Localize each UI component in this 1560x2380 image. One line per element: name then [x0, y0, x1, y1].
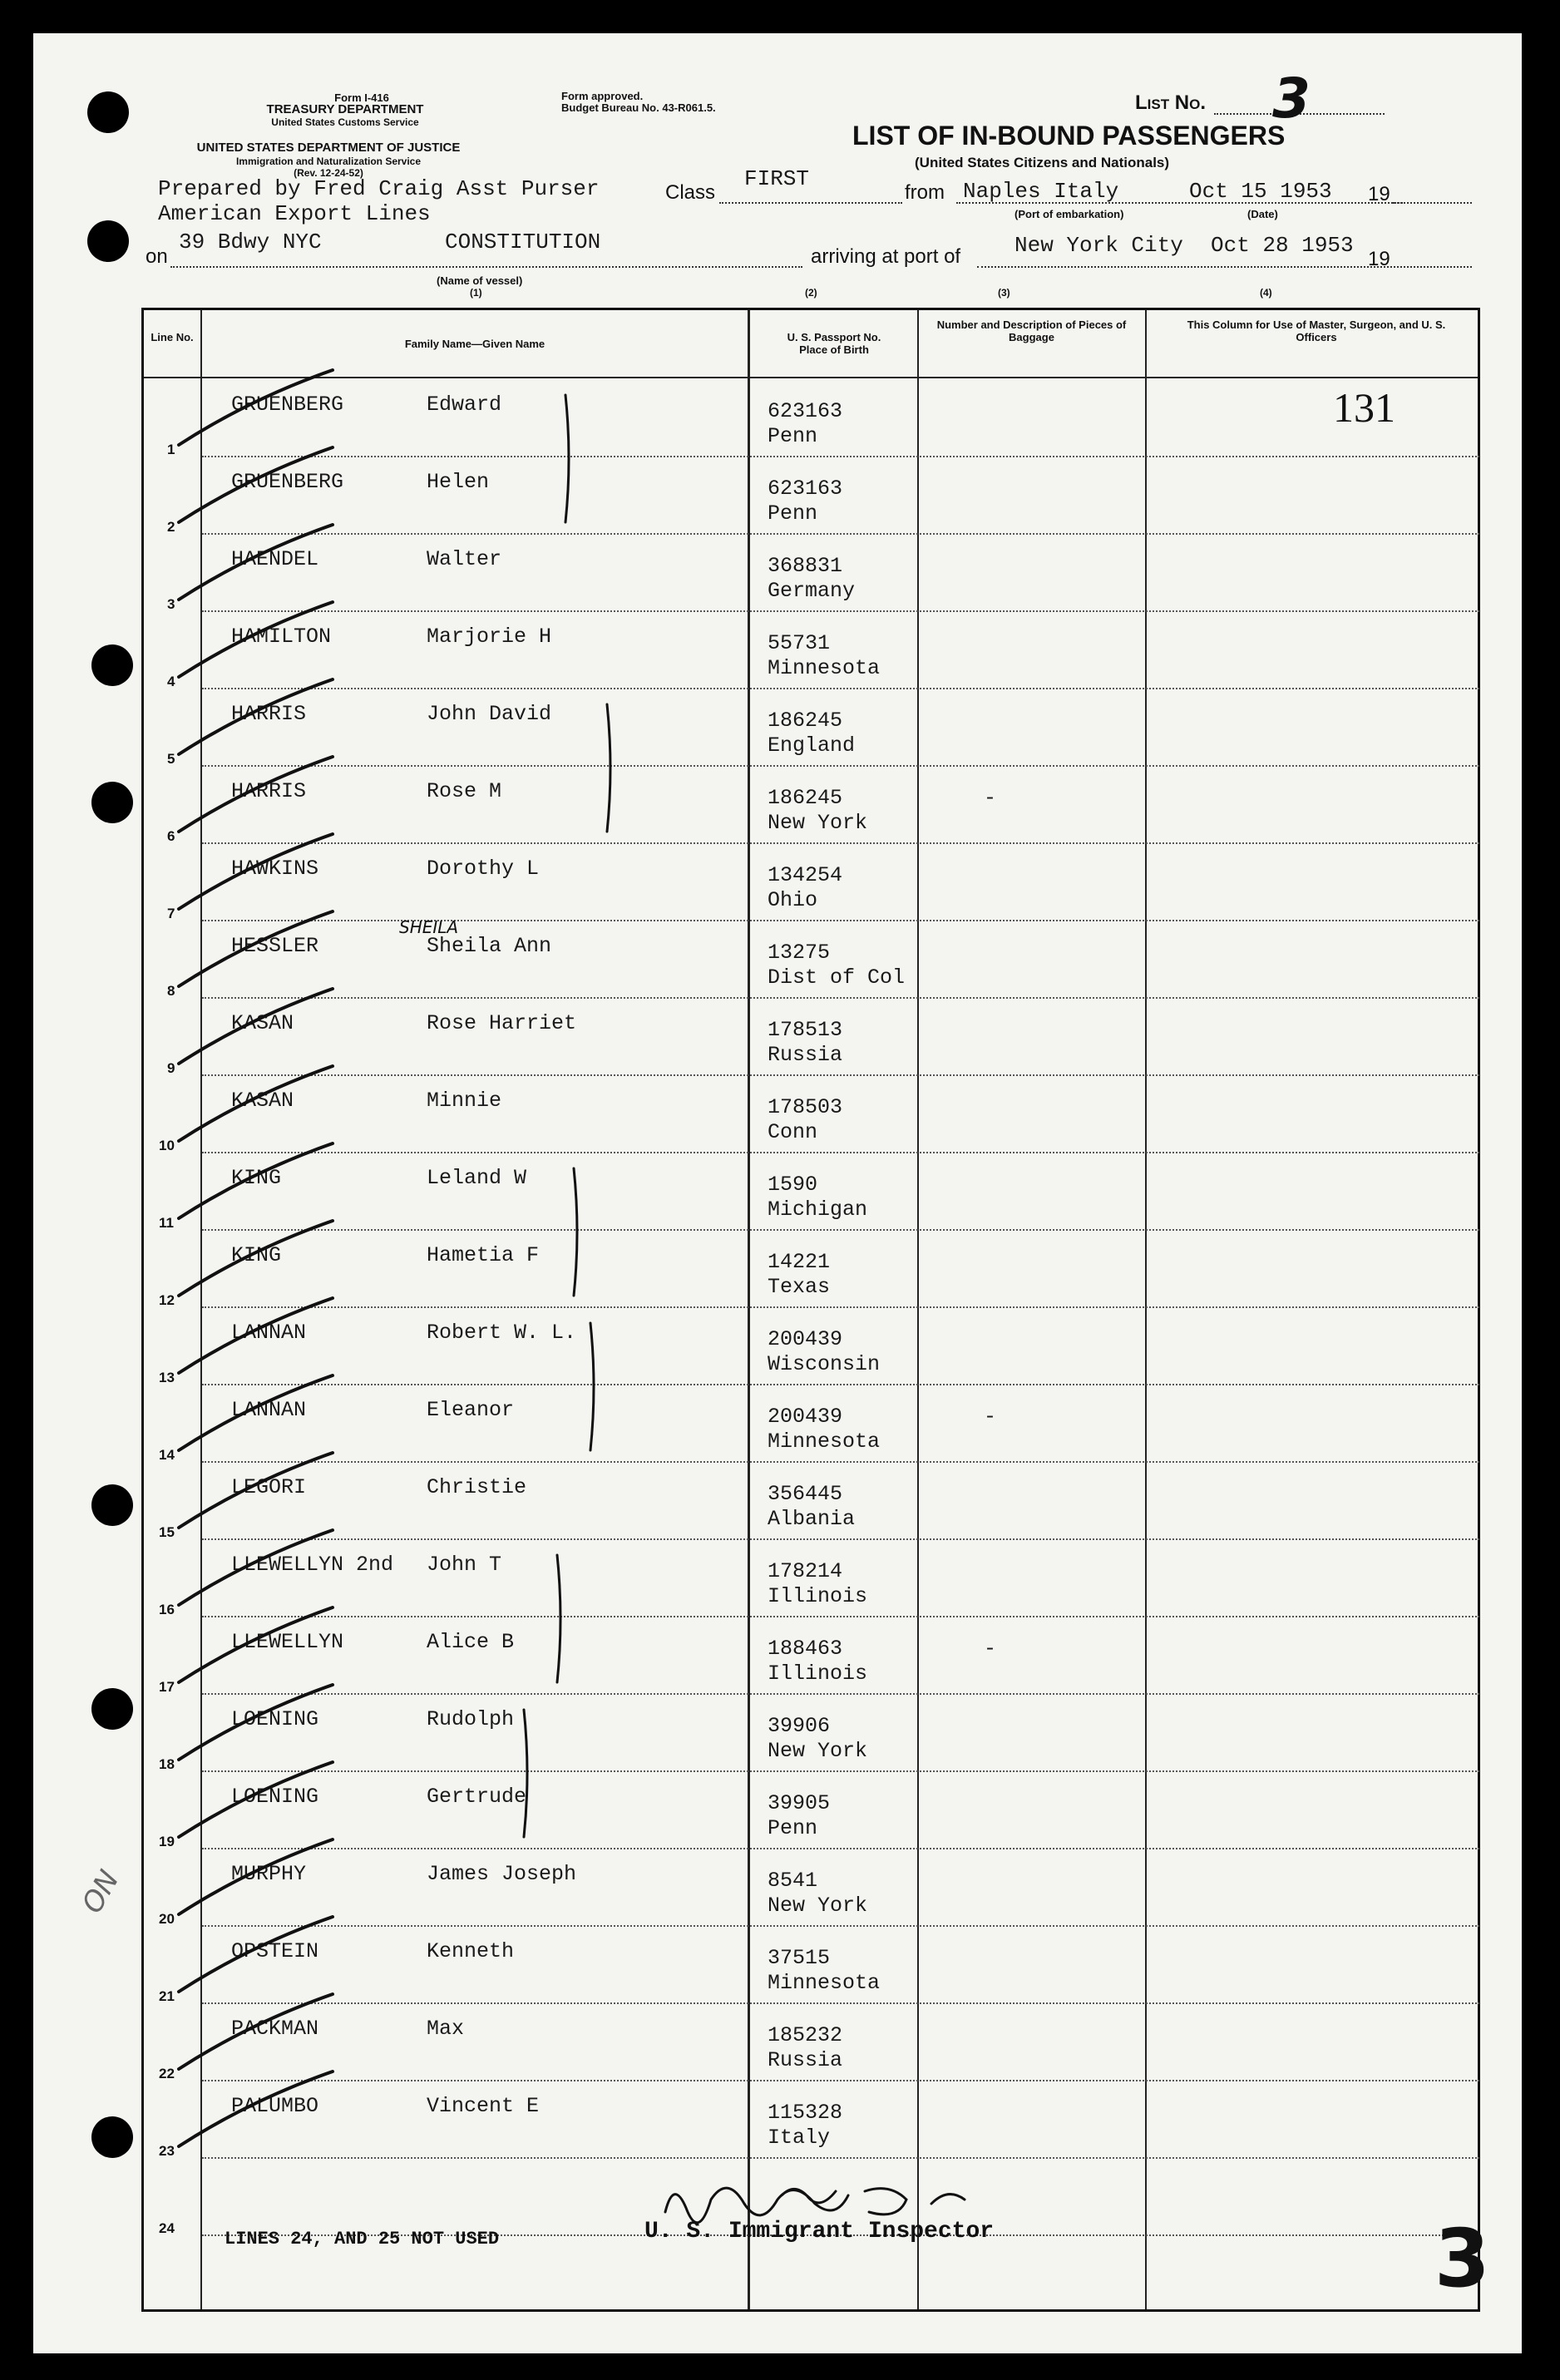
class-label: Class — [665, 181, 716, 204]
passport-number: 37515 — [768, 1946, 831, 1970]
line-number: 5 — [167, 751, 175, 767]
family-name: LEGORI — [231, 1475, 307, 1499]
place-of-birth: New York — [768, 1894, 868, 1918]
place-of-birth: Michigan — [768, 1197, 868, 1222]
given-name: Rudolph — [427, 1707, 515, 1731]
line-number: 6 — [167, 828, 175, 844]
family-name: LOENING — [231, 1707, 319, 1731]
family-name: KING — [231, 1243, 282, 1267]
passport-number: 178503 — [768, 1095, 843, 1119]
given-name: Gertrude — [427, 1785, 527, 1809]
place-of-birth: Russia — [768, 2048, 843, 2072]
col-header-officers: This Column for Use of Master, Surgeon, and U. S. Officers — [1187, 318, 1446, 343]
passport-number: 188463 — [768, 1637, 843, 1661]
ink-marks — [33, 33, 1522, 2353]
place-of-birth: Dist of Col — [768, 965, 906, 990]
given-name: Walter — [427, 547, 502, 571]
passport-number: 55731 — [768, 631, 831, 655]
line-number: 17 — [159, 1679, 175, 1695]
given-name: Eleanor — [427, 1398, 515, 1422]
passport-number: 186245 — [768, 786, 843, 810]
treasury-label: TREASURY DEPARTMENT — [266, 102, 424, 116]
column-number-3: (3) — [998, 287, 1010, 299]
passport-number: 368831 — [768, 554, 843, 578]
col-header-name: Family Name—Given Name — [404, 338, 546, 350]
arrival-date: Oct 28 1953 — [1211, 233, 1354, 258]
place-of-birth: Russia — [768, 1043, 843, 1067]
justice-label: UNITED STATES DEPARTMENT OF JUSTICE — [196, 141, 461, 155]
line-number: 18 — [159, 1756, 175, 1772]
column-number-4: (4) — [1260, 287, 1272, 299]
passport-number: 186245 — [768, 709, 843, 733]
vessel-caption: (Name of vessel) — [437, 274, 523, 287]
manifest-page — [33, 33, 1522, 2353]
line-number: 22 — [159, 2066, 175, 2081]
year-prefix: 19 — [1368, 183, 1390, 205]
baggage: - — [984, 786, 997, 810]
arrival-year-prefix: 19 — [1368, 248, 1390, 270]
place-of-birth: Ohio — [768, 888, 818, 912]
family-name: LOENING — [231, 1785, 319, 1809]
line-number: 16 — [159, 1602, 175, 1617]
family-name: KASAN — [231, 1089, 294, 1113]
family-name: KASAN — [231, 1011, 294, 1035]
line-number: 8 — [167, 983, 175, 999]
place-of-birth: New York — [768, 811, 868, 835]
place-of-birth: Minnesota — [768, 1429, 881, 1454]
family-name: HARRIS — [231, 702, 307, 726]
page-title: LIST OF IN-BOUND PASSENGERS — [852, 121, 1286, 151]
family-name: HAMILTON — [231, 625, 332, 649]
given-name: Dorothy L — [427, 857, 540, 881]
stamp-number: 131 — [1333, 384, 1395, 431]
family-name: GRUENBERG — [231, 393, 344, 417]
given-name: Hametia F — [427, 1243, 540, 1267]
place-of-birth: Conn — [768, 1120, 818, 1144]
given-name: Leland W — [427, 1166, 527, 1190]
line-number: 4 — [167, 674, 175, 689]
line-number: 2 — [167, 519, 175, 535]
passport-number: 623163 — [768, 399, 843, 423]
family-name: LANNAN — [231, 1321, 307, 1345]
revision-label: (Rev. 12-24-52) — [294, 167, 363, 179]
place-of-birth: Penn — [768, 424, 818, 448]
passport-number: 200439 — [768, 1327, 843, 1351]
col-header-line-no: Line No. — [151, 331, 194, 343]
passport-number: 134254 — [768, 863, 843, 887]
given-name: Minnie — [427, 1089, 502, 1113]
line-number: 13 — [159, 1370, 175, 1385]
col-header-baggage: Number and Description of Pieces of Baggage — [936, 318, 1127, 343]
ins-label: Immigration and Naturalization Service — [235, 156, 422, 167]
given-name: Vincent E — [427, 2094, 540, 2118]
passport-number: 115328 — [768, 2101, 843, 2125]
name-correction: SHEILA — [399, 917, 459, 937]
from-label: from — [905, 181, 945, 204]
family-name: MURPHY — [231, 1862, 307, 1886]
budget-bureau: Budget Bureau No. 43-R061.5. — [561, 101, 716, 114]
date-caption: (Date) — [1247, 208, 1278, 220]
place-of-birth: Wisconsin — [768, 1352, 881, 1376]
form-number: Form I-416 — [334, 91, 389, 104]
sheet-number: 3 — [1434, 2212, 1490, 2305]
line-number: 19 — [159, 1834, 175, 1849]
family-name: LLEWELLYN — [231, 1630, 344, 1654]
place-of-birth: Penn — [768, 1816, 818, 1840]
margin-note: ON — [75, 1864, 126, 1919]
line-number: 7 — [167, 906, 175, 921]
given-name: John David — [427, 702, 552, 726]
family-name: HARRIS — [231, 779, 307, 803]
line-number: 3 — [167, 596, 175, 612]
given-name: Edward — [427, 393, 502, 417]
place-of-birth: Albania — [768, 1507, 856, 1531]
embarkation-port: Naples Italy — [963, 179, 1119, 204]
given-name: Kenneth — [427, 1939, 515, 1963]
line-number: 1 — [167, 442, 175, 457]
passport-number: 8541 — [768, 1869, 818, 1893]
given-name: James Joseph — [427, 1862, 577, 1886]
embarkation-date: Oct 15 1953 — [1189, 179, 1332, 204]
line-number: 9 — [167, 1060, 175, 1076]
place-of-birth: England — [768, 733, 856, 758]
col-header-passport: U. S. Passport No. Place of Birth — [787, 331, 881, 356]
given-name: Rose M — [427, 779, 502, 803]
passport-number: 356445 — [768, 1482, 843, 1506]
passport-number: 178513 — [768, 1018, 843, 1042]
given-name: Alice B — [427, 1630, 515, 1654]
list-number: 3 — [1272, 67, 1311, 131]
given-name: Rose Harriet — [427, 1011, 577, 1035]
place-of-birth: Illinois — [768, 1662, 868, 1686]
on-label: on — [146, 245, 168, 268]
given-name: Robert W. L. — [427, 1321, 577, 1345]
passport-number: 13275 — [768, 941, 831, 965]
given-name: Marjorie H — [427, 625, 552, 649]
passport-number: 178214 — [768, 1559, 843, 1583]
customs-label: United States Customs Service — [271, 116, 419, 128]
family-name: LLEWELLYN 2nd — [231, 1553, 394, 1577]
given-name: Christie — [427, 1475, 527, 1499]
vessel-name: CONSTITUTION — [445, 230, 601, 254]
prepared-address: 39 Bdwy NYC — [179, 230, 322, 254]
line-number: 15 — [159, 1524, 175, 1540]
given-name: Helen — [427, 470, 490, 494]
given-name: Sheila Ann — [427, 934, 552, 958]
page-subtitle: (United States Citizens and Nationals) — [915, 155, 1170, 170]
prepared-by: Prepared by Fred Craig Asst Purser — [158, 176, 600, 201]
family-name: LANNAN — [231, 1398, 307, 1422]
line-number: 14 — [159, 1447, 175, 1463]
passport-number: 200439 — [768, 1405, 843, 1429]
line-number: 11 — [159, 1215, 174, 1231]
passport-number: 623163 — [768, 476, 843, 501]
arriving-label: arriving at port of — [811, 245, 961, 268]
passport-number: 39906 — [768, 1714, 831, 1738]
family-name: KING — [231, 1166, 282, 1190]
baggage: - — [984, 1405, 997, 1429]
family-name: PACKMAN — [231, 2017, 319, 2041]
unused-lines-note: LINES 24, AND 25 NOT USED — [225, 2229, 500, 2249]
passport-number: 185232 — [768, 2023, 843, 2047]
line-number: 12 — [159, 1292, 175, 1308]
shipping-line: American Export Lines — [158, 201, 431, 226]
line-number: 24 — [159, 2220, 175, 2236]
passport-number: 14221 — [768, 1250, 831, 1274]
given-name: John T — [427, 1553, 502, 1577]
line-number: 21 — [159, 1988, 175, 2004]
place-of-birth: Italy — [768, 2126, 831, 2150]
family-name: HESSLER — [231, 934, 319, 958]
baggage: - — [984, 1637, 997, 1661]
line-number: 20 — [159, 1911, 175, 1927]
place-of-birth: Penn — [768, 501, 818, 526]
passport-number: 1590 — [768, 1173, 818, 1197]
place-of-birth: New York — [768, 1739, 868, 1763]
place-of-birth: Minnesota — [768, 1971, 881, 1995]
family-name: HAENDEL — [231, 547, 319, 571]
list-no-label: List No. — [1135, 91, 1206, 114]
place-of-birth: Texas — [768, 1275, 831, 1299]
vessel-column-number: (1) — [470, 287, 482, 299]
port-caption: (Port of embarkation) — [1014, 208, 1124, 220]
arrival-port: New York City — [1014, 233, 1183, 258]
place-of-birth: Minnesota — [768, 656, 881, 680]
place-of-birth: Illinois — [768, 1584, 868, 1608]
form-approved: Form approved. — [561, 90, 644, 102]
passport-number: 39905 — [768, 1791, 831, 1815]
place-of-birth: Germany — [768, 579, 856, 603]
family-name: GRUENBERG — [231, 470, 344, 494]
family-name: OPSTEIN — [231, 1939, 319, 1963]
given-name: Max — [427, 2017, 465, 2041]
class-value: FIRST — [744, 166, 810, 191]
family-name: PALUMBO — [231, 2094, 319, 2118]
line-number: 10 — [159, 1138, 175, 1153]
column-number-2: (2) — [805, 287, 817, 299]
inspector-label: U. S. Immigrant Inspector — [644, 2219, 995, 2244]
family-name: HAWKINS — [231, 857, 319, 881]
line-number: 23 — [159, 2143, 175, 2159]
